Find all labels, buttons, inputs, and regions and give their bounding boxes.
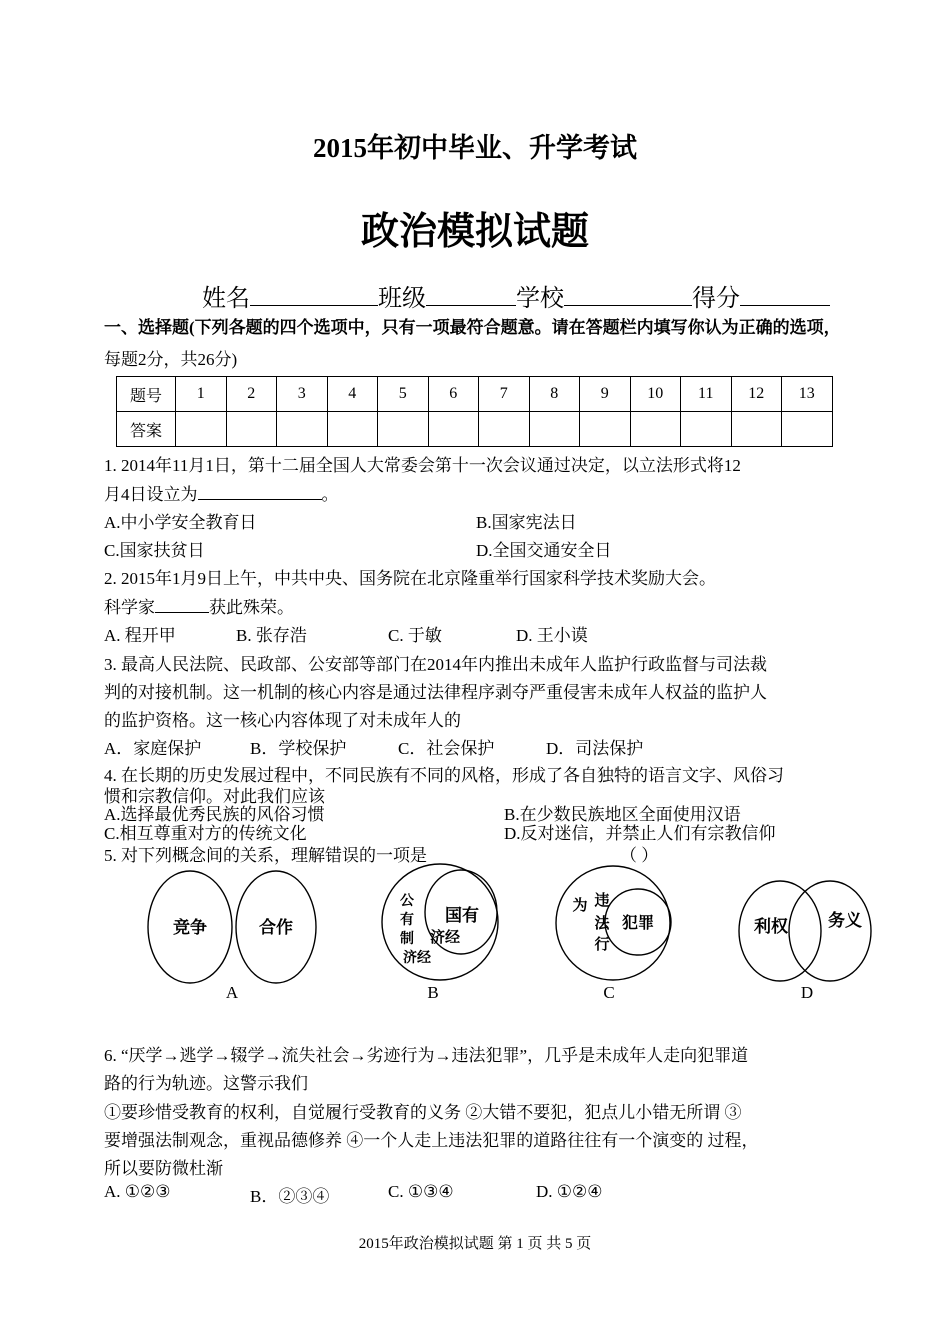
q6-statements-line3: 所以要防微杜渐 xyxy=(104,1159,223,1178)
q6-option-d: D. ①②④ xyxy=(536,1182,603,1201)
diagram-b-outer-2: 有 xyxy=(400,912,414,928)
diagram-a-right: 合作 xyxy=(259,918,293,938)
q3-stem-line1: 3. 最高人民法院、民政部、公安部等部门在2014年内推出未成年人监护行政监督与司法裁 xyxy=(104,655,767,674)
q4-option-c: C.相互尊重对方的传统文化 xyxy=(104,824,307,843)
q2-stem-text: 科学家 xyxy=(104,598,155,617)
answer-table-header-row xyxy=(117,377,833,412)
q3-stem-line3: 的监护资格。这一核心内容体现了对未成年人的 xyxy=(104,711,461,730)
q4-stem-line2: 惯和宗教信仰。对此我们应该 xyxy=(104,787,325,806)
student-info-row xyxy=(202,278,830,313)
diagram-c-inner: 犯罪 xyxy=(621,913,655,932)
question-number: 13 xyxy=(782,377,833,412)
diagram-b xyxy=(382,864,498,1002)
q4-option-d: D.反对迷信，并禁止人们有宗教信仰 xyxy=(504,824,776,843)
q1-option-c: C.国家扶贫日 xyxy=(104,541,205,560)
answer-cell[interactable] xyxy=(580,412,631,447)
q3-option-c: C．社会保护 xyxy=(398,739,495,758)
q6-stem-line1: 6. “厌学→逃学→辍学→流失社会→劣迹行为→违法犯罪”，几乎是未成年人走向犯罪道 xyxy=(104,1046,749,1065)
question-number: 11 xyxy=(681,377,732,412)
q6-option-a: A. ①②③ xyxy=(104,1182,171,1201)
q1-stem-text: 月4日设立为 xyxy=(104,485,198,504)
q2-stem-line2 xyxy=(104,593,294,618)
question-number: 5 xyxy=(378,377,429,412)
q1-option-a: A.中小学安全教育日 xyxy=(104,513,257,532)
question-number: 1 xyxy=(176,377,227,412)
diagram-c-outer-4: 行 xyxy=(594,935,610,953)
q5-stem: 5. 对下列概念间的关系，理解错误的一项是 xyxy=(104,846,427,865)
diagram-b-inner: 国有 xyxy=(445,906,479,926)
diagram-c xyxy=(556,866,671,1002)
diagram-b-outer-1: 公 xyxy=(400,893,414,909)
section-heading xyxy=(104,312,849,376)
answer-label: 答案 xyxy=(117,412,176,447)
question-number: 2 xyxy=(226,377,277,412)
diagram-c-outer-3: 法 xyxy=(594,914,610,932)
answer-cell[interactable] xyxy=(529,412,580,447)
q6-stem-line2: 路的行为轨迹。这警示我们 xyxy=(104,1074,308,1093)
answer-cell[interactable] xyxy=(782,412,833,447)
class-field[interactable] xyxy=(426,281,516,306)
answer-cell[interactable] xyxy=(428,412,479,447)
answer-cell[interactable] xyxy=(277,412,328,447)
name-label: 姓名 xyxy=(202,286,250,312)
exam-title: 2015年初中毕业、升学考试 xyxy=(313,133,637,163)
diagram-c-outer-2: 违 xyxy=(594,891,610,909)
diagram-d-right: 务义 xyxy=(828,911,862,931)
answer-cell[interactable] xyxy=(226,412,277,447)
diagram-b-outer-4: 济经 xyxy=(403,950,431,966)
diagram-a-label: A xyxy=(225,983,239,1002)
name-field[interactable] xyxy=(250,281,378,306)
answer-cell[interactable] xyxy=(681,412,732,447)
question-number: 3 xyxy=(277,377,328,412)
q5-concept-diagrams xyxy=(0,860,950,1010)
question-number: 12 xyxy=(731,377,782,412)
q2-stem-end: 获此殊荣。 xyxy=(209,598,294,617)
score-label: 得分 xyxy=(692,286,740,312)
q1-blank xyxy=(198,483,322,500)
section-heading-scoring: 每题2分，共26分) xyxy=(104,350,238,369)
diagram-b-label: B xyxy=(427,983,439,1002)
diagram-c-outer-1: 为 xyxy=(572,896,588,914)
q2-blank xyxy=(155,596,209,613)
question-number: 4 xyxy=(327,377,378,412)
answer-table-answer-row xyxy=(117,412,833,447)
school-field[interactable] xyxy=(564,281,692,306)
diagram-d xyxy=(739,881,871,1002)
diagram-d-label: D xyxy=(800,983,814,1002)
question-number: 9 xyxy=(580,377,631,412)
answer-cell[interactable] xyxy=(176,412,227,447)
q6-statements-line2: 要增强法制观念，重视品德修养 ④一个人走上违法犯罪的道路往往有一个演变的 过程， xyxy=(104,1131,759,1150)
diagram-a xyxy=(148,871,316,1002)
q4-option-a: A.选择最优秀民族的风俗习惯 xyxy=(104,805,325,824)
section-heading-bold: 一、选择题(下列各题的四个选项中，只有一项最符合题意。请在答题栏内填写你认为正确的选项， xyxy=(104,318,841,337)
diagram-c-label: C xyxy=(603,983,615,1002)
answer-cell[interactable] xyxy=(731,412,782,447)
q2-option-d: D. 王小谟 xyxy=(516,626,588,645)
school-label: 学校 xyxy=(516,286,564,312)
q2-option-a: A. 程开甲 xyxy=(104,626,176,645)
answer-cell[interactable] xyxy=(327,412,378,447)
q2-option-c: C. 于敏 xyxy=(388,626,442,645)
q1-stem-end: 。 xyxy=(321,485,339,504)
q6-option-c: C. ①③④ xyxy=(388,1182,454,1201)
answer-table xyxy=(116,376,833,447)
q2-option-b: B. 张存浩 xyxy=(236,626,307,645)
q1-stem-line1: 1. 2014年11月1日，第十二届全国人大常委会第十一次会议通过决定，以立法形式将12 xyxy=(104,456,741,475)
q3-stem-line2: 判的对接机制。这一机制的核心内容是通过法律程序剥夺严重侵害未成年人权益的监护人 xyxy=(104,683,767,702)
q4-option-b: B.在少数民族地区全面使用汉语 xyxy=(504,805,741,824)
q1-stem-line2 xyxy=(104,480,339,505)
q6-option-b: B．②③④ xyxy=(250,1187,330,1206)
q3-option-d: D．司法保护 xyxy=(546,739,644,758)
diagram-d-left: 利权 xyxy=(754,917,788,937)
question-number-label: 题号 xyxy=(117,377,176,412)
q1-option-b: B.国家宪法日 xyxy=(476,513,577,532)
answer-cell[interactable] xyxy=(479,412,530,447)
answer-cell[interactable] xyxy=(630,412,681,447)
question-number: 7 xyxy=(479,377,530,412)
q3-option-a: A．家庭保护 xyxy=(104,739,202,758)
q6-statements-line1: ①要珍惜受教育的权利，自觉履行受教育的义务 ②大错不要犯，犯点儿小错无所谓 ③ xyxy=(104,1103,742,1122)
question-number: 10 xyxy=(630,377,681,412)
diagram-a-left: 竞争 xyxy=(173,918,207,938)
page-footer: 2015年政治模拟试题 第 1 页 共 5 页 xyxy=(358,1236,592,1252)
answer-cell[interactable] xyxy=(378,412,429,447)
diagram-b-outer-3: 制 xyxy=(400,931,414,947)
q2-stem-line1: 2. 2015年1月9日上午，中共中央、国务院在北京隆重举行国家科学技术奖励大会。 xyxy=(104,569,716,588)
q3-option-b: B．学校保护 xyxy=(250,739,347,758)
exam-subtitle: 政治模拟试题 xyxy=(360,211,589,253)
q1-option-d: D.全国交通安全日 xyxy=(476,541,612,560)
class-label: 班级 xyxy=(378,286,426,312)
q5-answer-paren: （ ） xyxy=(620,846,659,865)
q4-stem-line1: 4. 在长期的历史发展过程中，不同民族有不同的风格，形成了各自独特的语言文字、风俗习 xyxy=(104,766,784,785)
question-number: 6 xyxy=(428,377,479,412)
score-field[interactable] xyxy=(740,281,830,306)
question-number: 8 xyxy=(529,377,580,412)
diagram-b-inner2: 济经 xyxy=(429,928,461,946)
